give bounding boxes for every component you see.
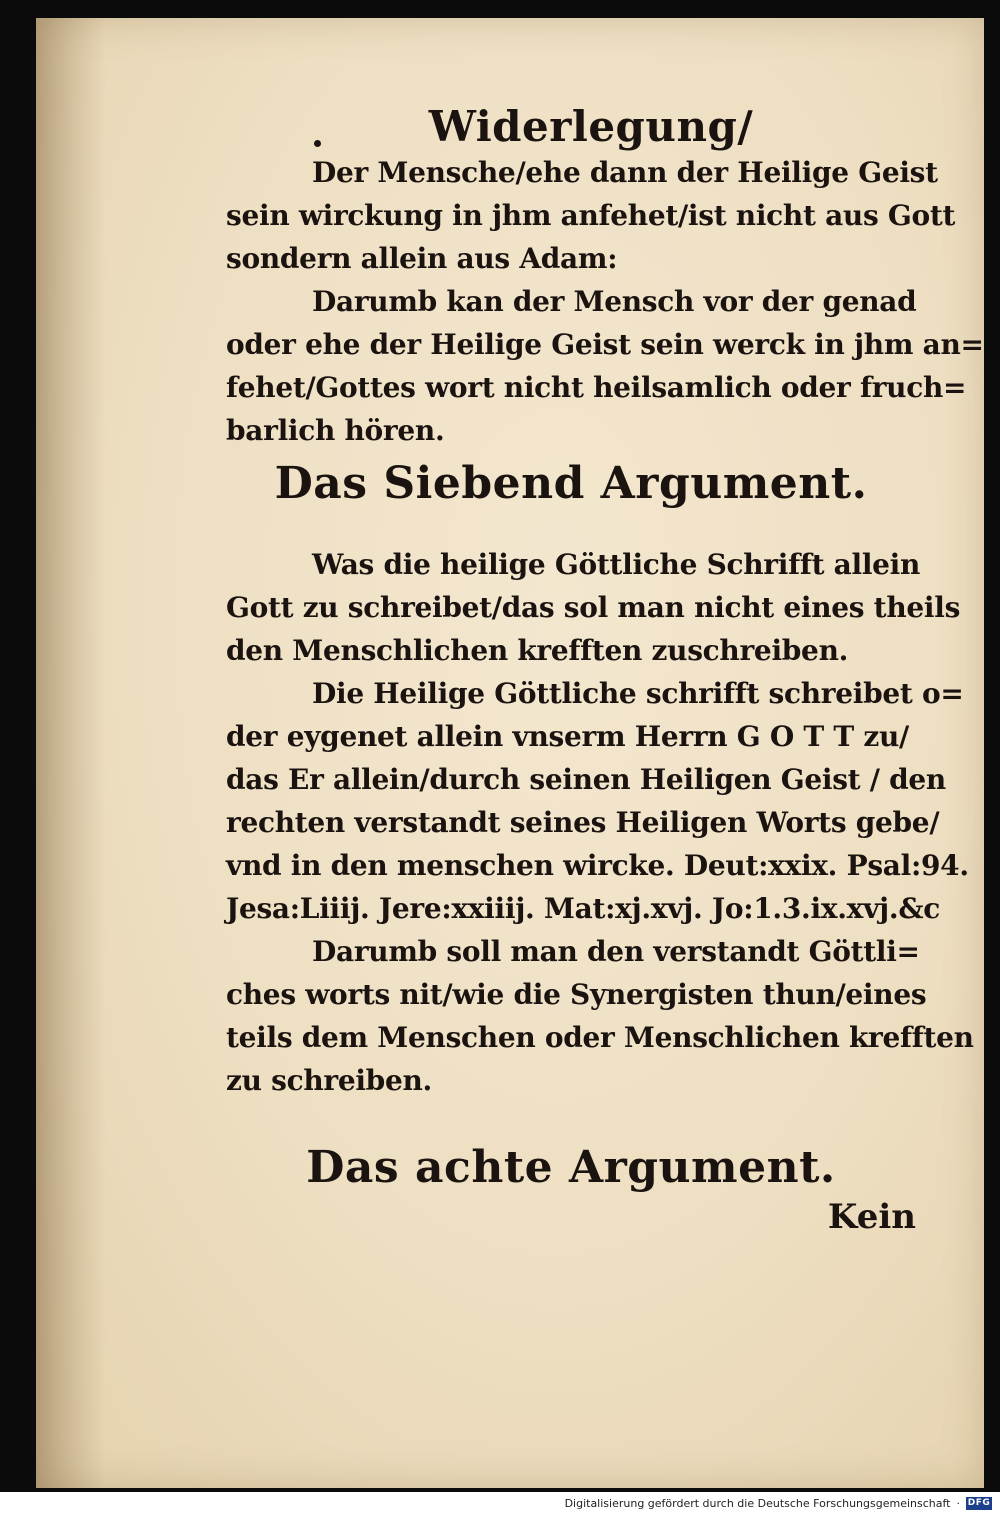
dfg-logo-icon[interactable]: DFG xyxy=(967,1498,991,1508)
heading-widerlegung: Widerlegung/ xyxy=(428,102,754,151)
page-gutter-shadow xyxy=(36,18,106,1488)
text-line: Darumb soll man den verstandt Göttli= xyxy=(312,935,920,968)
text-line: Was die heilige Göttliche Schrifft allein xyxy=(312,548,921,581)
text-line: der eygenet allein vnserm Herrn G O T T zu/ xyxy=(226,720,909,753)
paragraph-4 xyxy=(226,672,969,930)
text-line: Jesa:Liiij. Jere:xxiiij. Mat:xj.xvj. Jo:1.3.ix.xvj.&c xyxy=(226,892,941,925)
paragraph-1 xyxy=(226,151,956,280)
text-line: den Menschlichen krefften zuschreiben. xyxy=(226,634,849,667)
text-line: das Er allein/durch seinen Heiligen Geist / den xyxy=(226,763,946,796)
paragraph-2 xyxy=(226,280,984,452)
text-line: zu schreiben. xyxy=(226,1064,432,1097)
text-line: vnd in den menschen wircke. Deut:xxix. Psal:94. xyxy=(226,849,969,882)
footer-separator: · xyxy=(956,1496,960,1510)
text-line: sondern allein aus Adam: xyxy=(226,242,618,275)
footer xyxy=(565,1494,992,1512)
text-line: ches worts nit/wie die Synergisten thun/eines xyxy=(226,978,927,1011)
catchword: Kein xyxy=(827,1197,916,1237)
footer-credit: Digitalisierung gefördert durch die Deutsche Forschungsgemeinschaft xyxy=(564,1496,951,1510)
heading-seventh-argument: Das Siebend Argument. xyxy=(274,458,868,509)
text-line: Gott zu schreibet/das sol man nicht eines theils xyxy=(226,591,961,624)
paragraph-5 xyxy=(226,930,974,1102)
text-line: sein wirckung in jhm anfehet/ist nicht aus Gott xyxy=(226,199,956,232)
text-line: fehet/Gottes wort nicht heilsamlich oder fruch= xyxy=(226,371,967,404)
paragraph-3 xyxy=(226,543,961,672)
text-line: Die Heilige Göttliche schrifft schreibet o= xyxy=(312,677,964,710)
text-block xyxy=(226,102,984,1237)
text-line: Darumb kan der Mensch vor der genad xyxy=(312,285,917,318)
text-line: teils dem Menschen oder Menschlichen krefften xyxy=(226,1021,974,1054)
text-line: Der Mensche/ehe dann der Heilige Geist xyxy=(312,156,938,189)
text-line: oder ehe der Heilige Geist sein werck in jhm an= xyxy=(226,328,984,361)
text-line: barlich hören. xyxy=(226,414,445,447)
text-line: rechten verstandt seines Heiligen Worts gebe/ xyxy=(226,806,940,839)
heading-eighth-argument: Das achte Argument. xyxy=(306,1142,836,1193)
